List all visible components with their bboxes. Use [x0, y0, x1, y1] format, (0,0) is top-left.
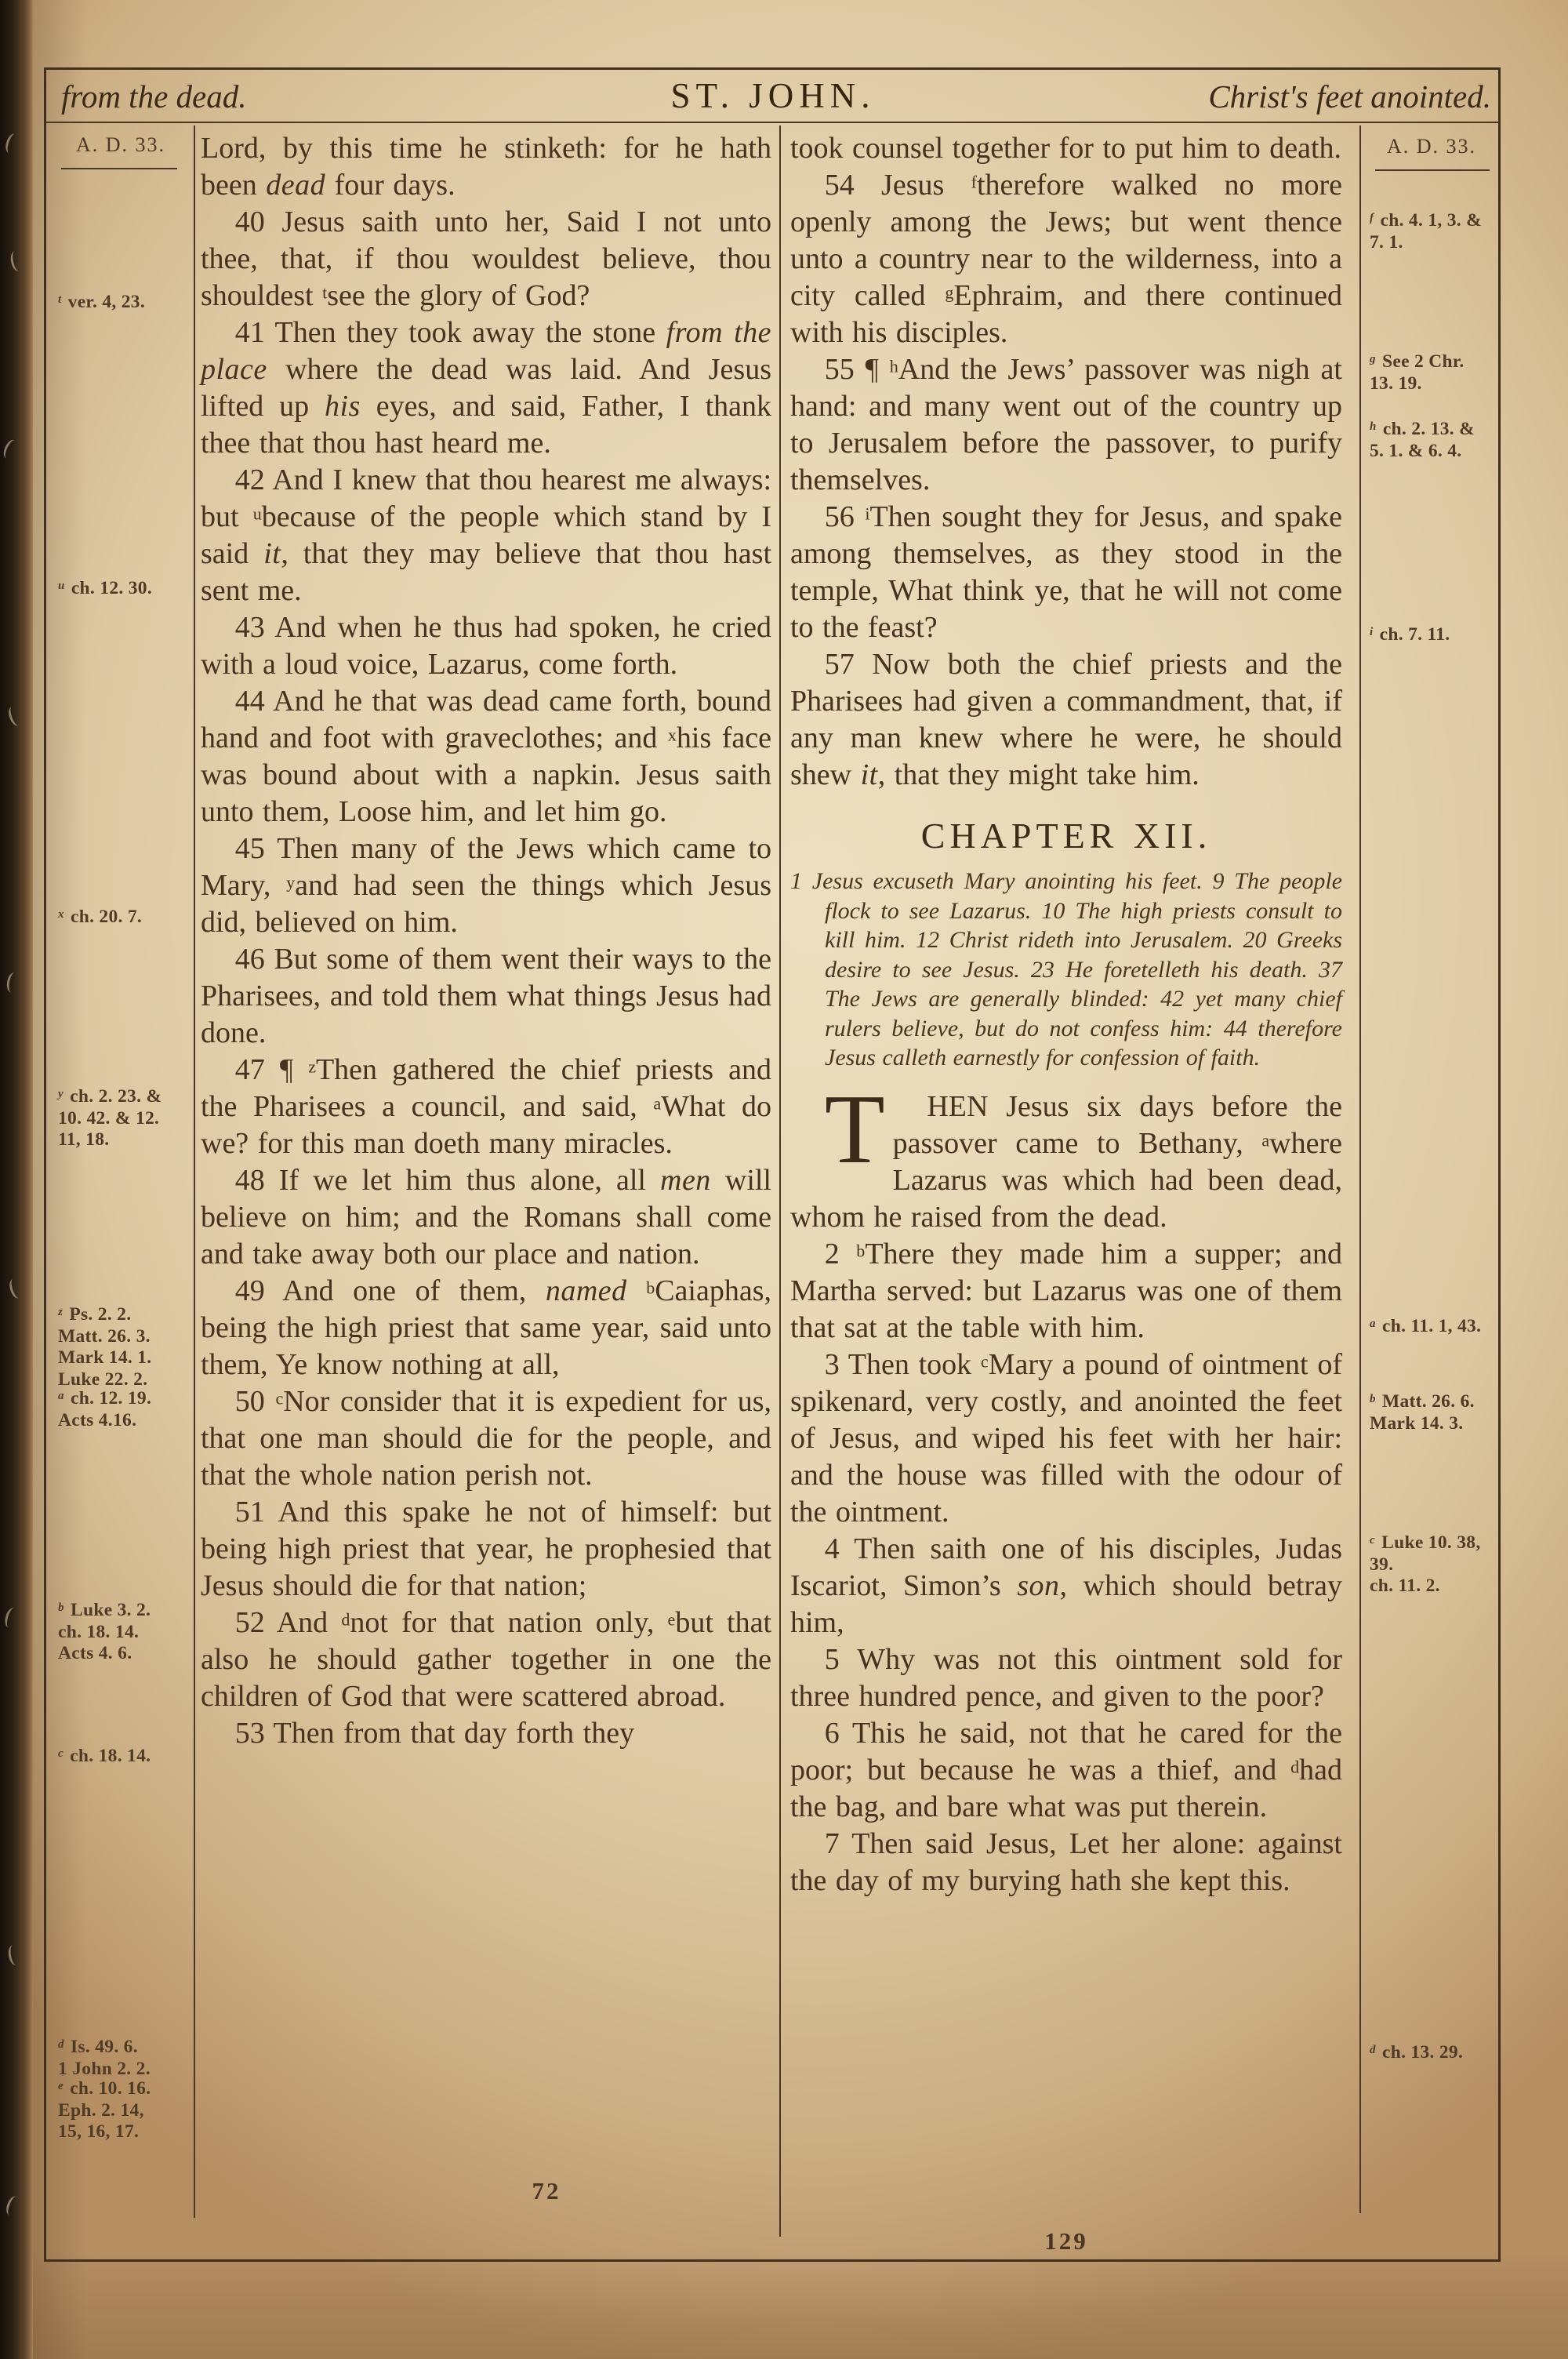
verse-text: 49 And one of them, named $^b$Caiaphas, being the high priest that same year, said unto them, Ye know nothing at all,	[201, 1274, 771, 1381]
verse-text: 54 Jesus $^f$therefore walked no more openly among the Jews; but went thence unto a country near to the wilderness, into a city called $^g$Ephraim, and there continued with his disciples.	[790, 169, 1342, 349]
margin-note: $^d$ ch. 13. 29.	[1370, 2042, 1464, 2063]
fore-edge-mark	[6, 704, 24, 728]
column-divider	[779, 125, 781, 2237]
margin-note: $^b$ Luke 3. 2. ch. 18. 14. Acts 4. 6.	[58, 1600, 151, 1663]
verse-text: 43 And when he thus had spoken, he cried with a loud voice, Lazarus, come forth.	[201, 611, 771, 681]
verse-text: 50 $^c$Nor consider that it is expedient for us, that one man should die for the people, and that the whole nation perish not.	[201, 1385, 771, 1492]
margin-note: $^f$ ch. 4. 1, 3. & 7. 1.	[1370, 210, 1482, 253]
verse-text: 47 ¶ $^z$Then gathered the chief priests and the Pharisees a council, and said, $^a$What do we? for this man doeth many miracles.	[201, 1053, 771, 1160]
fore-edge-mark	[4, 2194, 22, 2218]
text-column-1	[201, 130, 771, 1752]
margin-note: $^z$ Ps. 2. 2. Matt. 26. 3. Mark 14. 1. Luke 22. 2.	[58, 1304, 152, 1390]
margin-note: $^i$ ch. 7. 11.	[1370, 624, 1450, 645]
verse-text: 40 Jesus saith unto her, Said I not unto thee, that, if thou wouldest believe, thou shouldest $^t$see the glory of God?	[201, 205, 771, 312]
verse-text: 46 But some of them went their ways to the Pharisees, and told them what things Jesus had done.	[201, 943, 771, 1049]
verse-text: 2 $^b$There they made him a supper; and Martha served: but Lazarus was one of them that sat at the table with him.	[790, 1237, 1342, 1344]
verse-text: 5 Why was not this ointment sold for three hundred pence, and given to the poor?	[790, 1642, 1342, 1713]
verse-text: 56 $^i$Then sought they for Jesus, and spake among themselves, as they stood in the temple, What think ye, that he will not come to the feast?	[790, 500, 1342, 644]
running-head-left: from the dead.	[61, 78, 247, 114]
left-margin-divider	[194, 125, 195, 2218]
margin-note: $^d$ Is. 49. 6. 1 John 2. 2.	[58, 2037, 151, 2079]
margin-note: $^y$ ch. 2. 23. & 10. 42. & 12. 11, 18.	[58, 1086, 162, 1150]
verse-text: 48 If we let him thus alone, all men will believe on him; and the Romans shall come and take away both our place and nation.	[201, 1164, 771, 1270]
text-column-2	[790, 130, 1342, 1899]
right-margin-divider	[1359, 125, 1361, 2213]
fore-edge-mark	[3, 1606, 20, 1629]
margin-note: $^e$ ch. 10. 16. Eph. 2. 14, 15, 16, 17.	[58, 2078, 151, 2142]
margin-note: $^t$ ver. 4, 23.	[58, 292, 146, 312]
fore-edge-mark	[7, 1944, 22, 1966]
fore-edge-mark	[3, 132, 20, 154]
margin-note: $^a$ ch. 12. 19. Acts 4.16.	[58, 1388, 152, 1430]
verse-text: took counsel together for to put him to death.	[790, 132, 1342, 165]
signature-number: 72	[532, 2177, 561, 2205]
verse-text: 6 This he said, not that he cared for the poor; but because he was a thief, and $^d$had the bag, and bare what was put therein.	[790, 1716, 1342, 1823]
verse-text: 55 ¶ $^h$And the Jews’ passover was nigh at hand: and many went out of the country up to Jerusalem before the passover, to purify themselves.	[790, 353, 1342, 496]
verse-text: 41 Then they took away the stone from the place where the dead was laid. And Jesus lifted up his eyes, and said, Father, I thank thee that thou hast heard me.	[201, 316, 771, 460]
book-fore-edge	[0, 0, 33, 2359]
date-left-underline	[61, 168, 177, 169]
margin-note: $^a$ ch. 11. 1, 43.	[1370, 1316, 1482, 1336]
fore-edge-mark	[7, 1277, 24, 1299]
verse-text: 4 Then saith one of his disciples, Judas Iscariot, Simon’s son, which should betray him,	[790, 1532, 1343, 1639]
margin-note: $^c$ Luke 10. 38, 39. ch. 11. 2.	[1370, 1532, 1481, 1596]
verse-text: 51 And this spake he not of himself: but being high priest that year, he prophesied that Jesus should die for that nation;	[201, 1496, 771, 1602]
verse-text: 57 Now both the chief priests and the Pharisees had given a commandment, that, if any man knew where he were, he should shew it, that they might take him.	[790, 648, 1342, 791]
verse-text-continued: HEN Jesus six days before the passover came to Bethany, $^a$where Lazarus was which had been dead, whom he raised from the dead.	[790, 1089, 1342, 1234]
page-number: 129	[1044, 2227, 1088, 2255]
verse-text: 45 Then many of the Jews which came to Mary, $^y$and had seen the things which Jesus did, believed on him.	[201, 832, 772, 939]
verse-text: Lord, by this time he stinketh: for he hath been dead four days.	[201, 132, 771, 202]
margin-note: $^b$ Matt. 26. 6. Mark 14. 3.	[1370, 1391, 1475, 1434]
date-right: A. D. 33.	[1386, 135, 1477, 158]
margin-note: $^g$ See 2 Chr. 13. 19.	[1370, 351, 1465, 394]
margin-note: $^x$ ch. 20. 7.	[58, 907, 143, 927]
verse-text: 52 And $^d$not for that nation only, $^e$but that also he should gather together in one the children of God that were scattered abroad.	[201, 1606, 771, 1713]
verse-text: 53 Then from that day forth they	[234, 1717, 635, 1750]
fore-edge-mark	[5, 972, 20, 994]
running-head-title: ST. JOHN.	[670, 76, 876, 115]
chapter-heading: CHAPTER XII.	[920, 816, 1212, 856]
fore-edge-mark	[1, 438, 20, 461]
drop-cap: T	[824, 1074, 885, 1184]
verse-text: 3 Then took $^c$Mary a pound of ointment of spikenard, very costly, and anointed the feet of Jesus, and wiped his feet with her hair: and the house was filled with the odour of the ointment.	[790, 1347, 1342, 1528]
margin-note: $^c$ ch. 18. 14.	[58, 1746, 151, 1766]
margin-note: $^h$ ch. 2. 13. & 5. 1. & 6. 4.	[1370, 419, 1475, 461]
chapter-summary: 1 Jesus excuseth Mary anointing his feet. 9 The people flock to see Lazarus. 10 The high priests consult to kill him. 12 Christ rideth into Jerusalem. 20 Greeks desire to see Jesus. 23 He foretelleth his death. 37 The Jews are generally blinded: 42 yet many chief rulers believe, but do not confess him: 44 therefore Jesus calleth earnestly for confession of faith.	[790, 868, 1342, 1070]
verse-text: 7 Then said Jesus, Let her alone: against the day of my burying hath she kept this.	[790, 1826, 1342, 1897]
verse-text: 44 And he that was dead came forth, bound hand and foot with graveclothes; and $^x$his face was bound about with a napkin. Jesus saith unto them, Loose him, and let him go.	[201, 685, 771, 828]
date-left: A. D. 33.	[75, 133, 166, 156]
header-rule	[45, 122, 1499, 123]
fore-edge-mark	[9, 250, 24, 273]
running-head-right: Christ's feet anointed.	[1208, 78, 1491, 114]
margin-note: $^u$ ch. 12. 30.	[58, 578, 153, 598]
verse-text	[790, 1074, 1342, 1236]
date-right-underline	[1375, 169, 1490, 171]
verse-text: 42 And I knew that thou hearest me always: but $^u$because of the people which stand by I said it, that they may believe that thou hast sent me.	[201, 463, 772, 607]
